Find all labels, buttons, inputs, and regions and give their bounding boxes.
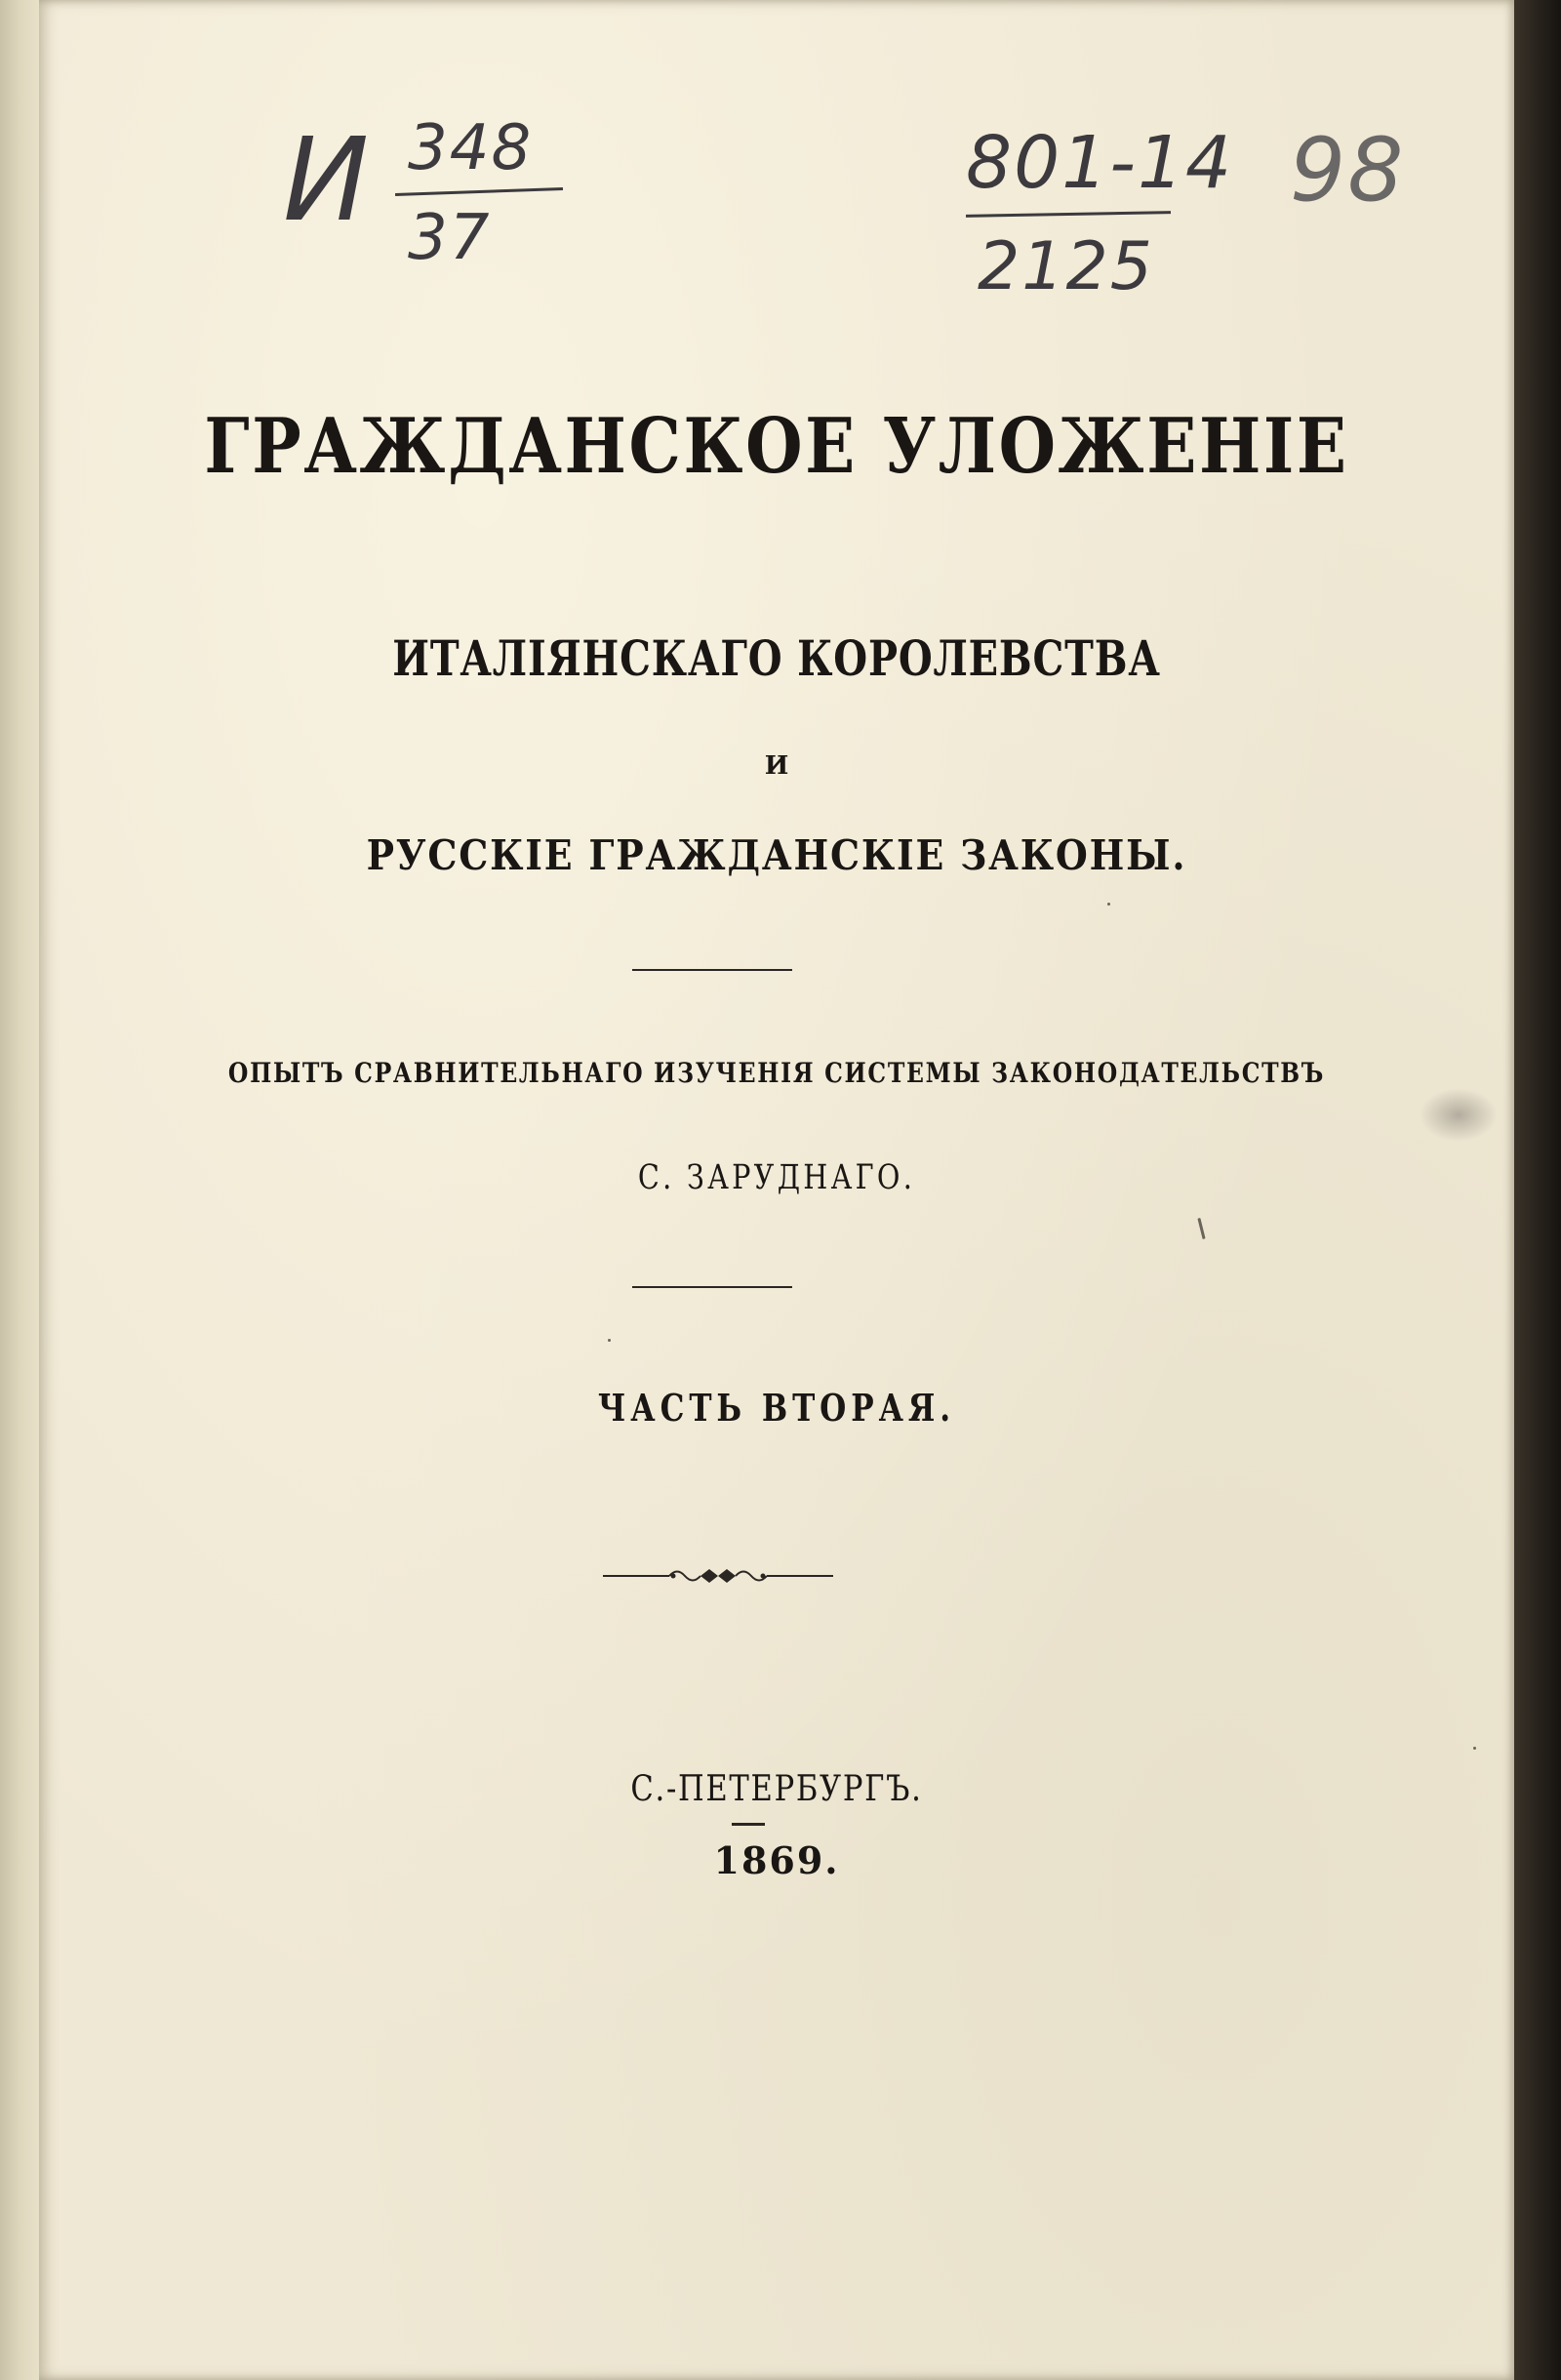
inventory-code-bottom: 2125 xyxy=(978,228,1155,305)
shelf-mark-denominator: 37 xyxy=(408,202,492,274)
paper-speck xyxy=(608,1339,611,1342)
publication-year: 1869. xyxy=(713,1838,840,1882)
shelf-mark-numerator: 348 xyxy=(408,112,534,184)
paper-speck xyxy=(1107,903,1110,906)
corner-pencil-mark: 98 xyxy=(1290,119,1406,222)
subtitle-conjunction: И xyxy=(764,751,789,781)
paper-scratch xyxy=(1197,1218,1205,1239)
divider-rule-lower xyxy=(632,1286,792,1288)
book-spine-edge xyxy=(0,0,41,2380)
inventory-code-top: 801-14 xyxy=(966,121,1234,205)
book-description: ОПЫТЪ СРАВНИТЕЛЬНАГО ИЗУЧЕНІЯ СИСТЕМЫ ЗАКОНОДАТЕЛЬСТВЪ xyxy=(227,1057,1326,1089)
subtitle-russian-laws: РУССКІЕ ГРАЖДАНСКІЕ ЗАКОНЫ. xyxy=(366,831,1187,879)
printers-ornament-icon xyxy=(601,1564,835,1588)
shelf-mark-letter: И xyxy=(283,112,372,247)
title-page xyxy=(39,0,1514,2380)
divider-rule-upper xyxy=(632,969,792,971)
paper-smudge xyxy=(1420,1088,1498,1142)
book-author: С. ЗАРУДНАГО. xyxy=(637,1158,916,1197)
imprint-dash xyxy=(732,1823,765,1826)
scan-background-edge xyxy=(1514,0,1561,2380)
publication-city: С.-ПЕТЕРБУРГЪ. xyxy=(630,1769,923,1809)
inventory-code-divider xyxy=(966,211,1171,218)
subtitle-italian-kingdom: ИТАЛІЯНСКАГО КОРОЛЕВСТВА xyxy=(392,629,1161,687)
volume-part: ЧАСТЬ ВТОРАЯ. xyxy=(597,1386,956,1430)
book-title: ГРАЖДАНСКОЕ УЛОЖЕНІЕ xyxy=(204,402,1349,491)
shelf-mark-fraction-line xyxy=(395,187,563,196)
paper-speck xyxy=(1473,1747,1476,1750)
